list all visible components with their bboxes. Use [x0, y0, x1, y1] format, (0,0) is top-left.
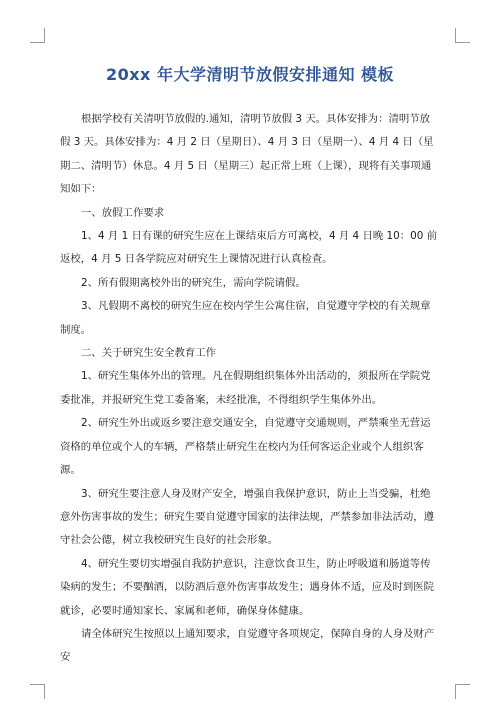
document-title: 20xx 年大学清明节放假安排通知 模板 [105, 65, 395, 84]
page-corner-mark-bottom-right [455, 684, 470, 699]
paragraph: 4、研究生要切实增强自我防护意识，注意饮食卫生，防止呼吸道和肠道等传染病的发生；不要酗酒，以防酒后意外伤害事故发生；遇身体不适，应及时到医院就诊，必要时通知家长、家属和老师，确保身体健康。 [60, 557, 435, 617]
paragraph: 2、所有假期离校外出的研究生，需向学院请假。 [81, 276, 306, 289]
page-corner-mark-bottom-left [30, 684, 45, 699]
document-body [60, 108, 440, 670]
paragraph: 3、研究生要注意人身及财产安全，增强自我保护意识，防止上当受骗，杜绝意外伤害事故的发生；研究生要自觉遵守国家的法律法规，严禁参加非法活动，遵守社会公德，树立我校研究生良好的社会形象。 [60, 487, 435, 547]
section-heading-1: 一、放假工作要求 [81, 206, 165, 219]
paragraph: 1、研究生集体外出的管理。凡在假期组织集体外出活动的，须报所在学院党委批准，并报研究生党工委备案，未经批准，不得组织学生集体外出。 [60, 370, 431, 406]
paragraph-closing: 请全体研究生按照以上通知要求，自觉遵守各项规定，保障自身的人身及财产安 [60, 627, 435, 664]
paragraph: 1、4 月 1 日有课的研究生应在上课结束后方可离校，4 月 4 日晚 10：00 前返校，4 月 5 日各学院应对研究生上课情况进行认真检查。 [60, 230, 438, 266]
paragraph: 3、凡假期不离校的研究生应在校内学生公寓住宿，自觉遵守学校的有关规章制度。 [60, 300, 431, 336]
page-corner-mark-top-left [30, 28, 45, 43]
section-heading-2: 二、关于研究生安全教育工作 [81, 347, 217, 360]
page-corner-mark-top-right [455, 28, 470, 43]
paragraph: 2、研究生外出或返乡要注意交通安全，自觉遵守交通规则，严禁乘坐无营运资格的单位或个人的车辆，严格禁止研究生在校内为任何客运企业或个人组织客源。 [60, 417, 431, 477]
paragraph-intro: 根据学校有关清明节放假的.通知，清明节放假 3 天。具体安排为：清明节放假 3 天。具体安排为：4 月 2 日（星期日）、4 月 3 日（星期一）、4 月 4 日（星期二、清明节）休息。4 月 5 日（星期三）起正常上班（上课），现将有关事项通知如下： [60, 113, 434, 196]
